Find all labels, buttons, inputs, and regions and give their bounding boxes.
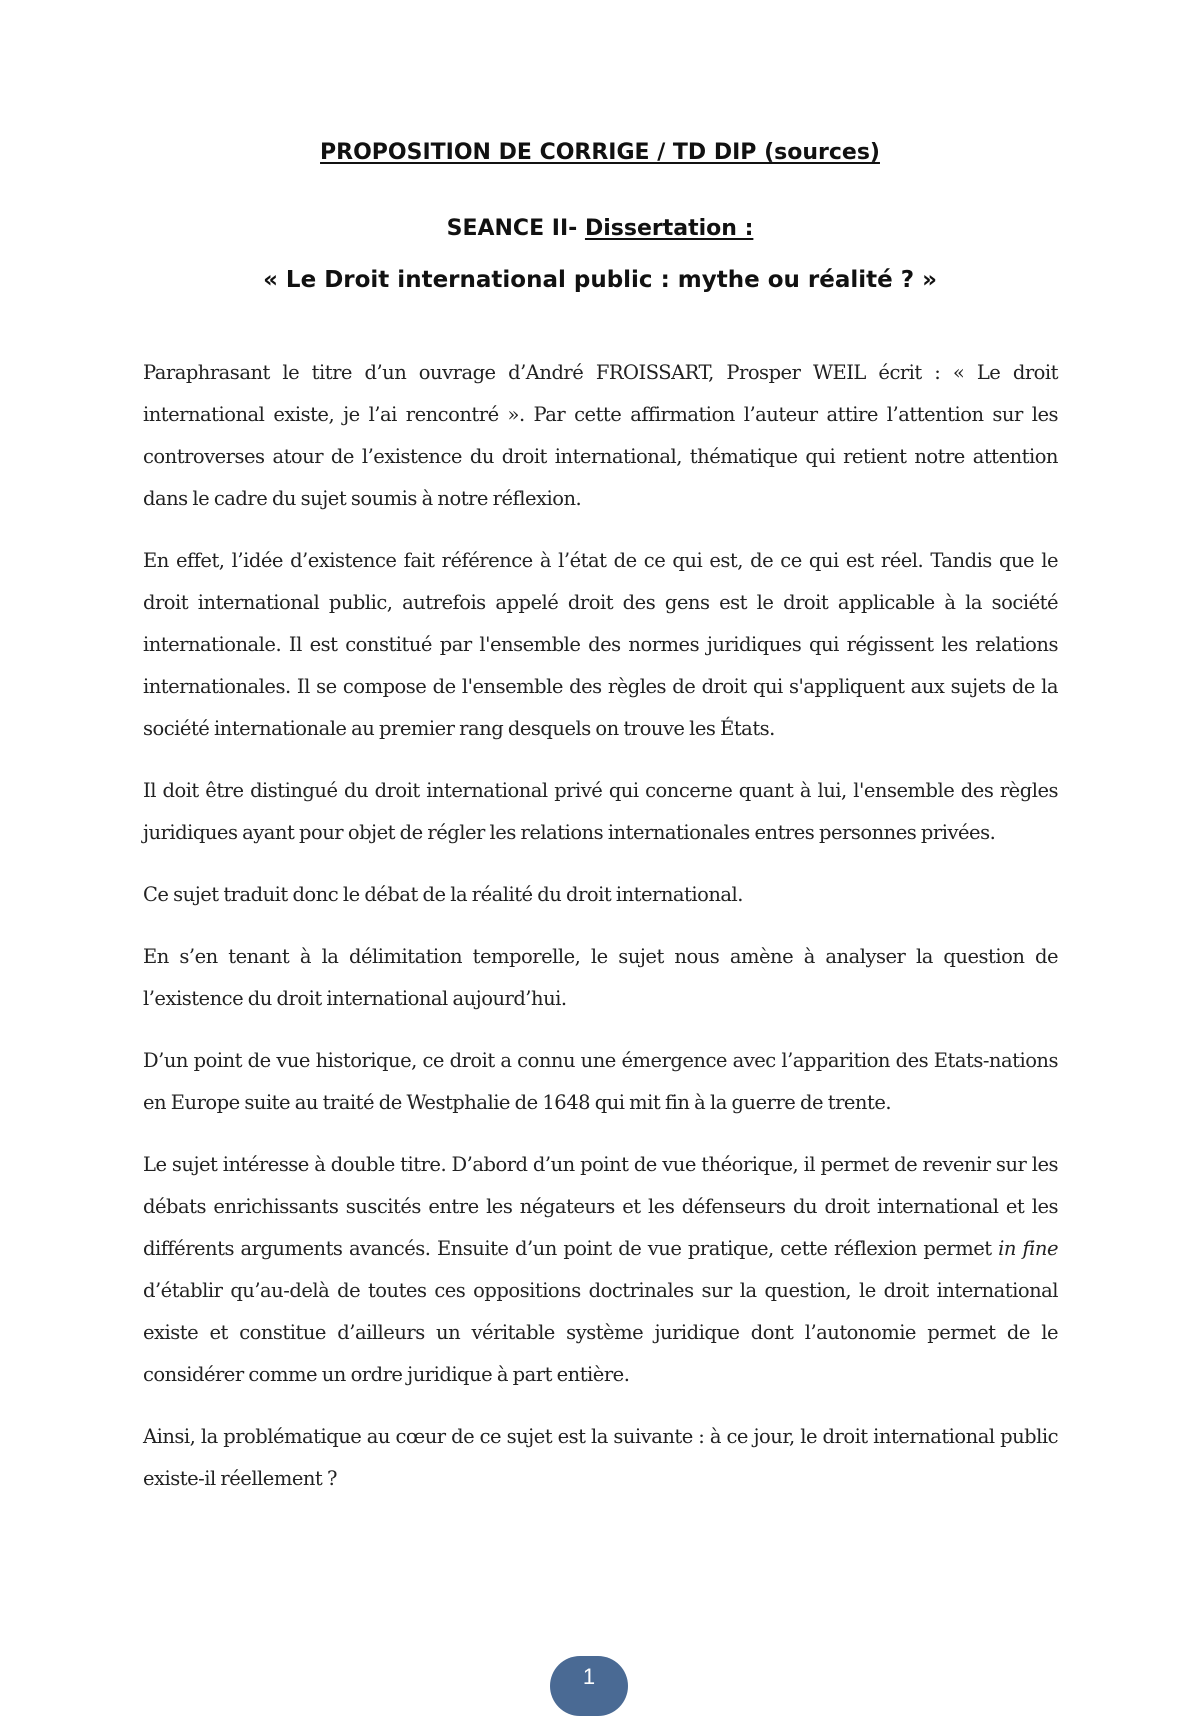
- session-label: Dissertation :: [584, 216, 754, 241]
- dissertation-subject: « Le Droit international public : mythe ou réalité ? »: [263, 267, 937, 293]
- paragraph-temporal: En s’en tenant à la délimitation temporelle, le sujet nous amène à analyser la question de l’existence du droit international aujourd’hui.: [143, 945, 1058, 1010]
- interest-text-end: d’établir qu’au-delà de toutes ces oppositions doctrinales sur la question, le droit international existe et constitue d’ailleurs un véritable système juridique dont l’autonomie permet de le considérer comme un ordre juridique à part entière.: [143, 1279, 1058, 1386]
- paragraph-definition: En effet, l’idée d’existence fait référence à l’état de ce qui est, de ce qui est réel. Tandis que le droit international public, autrefois appelé droit des gens est le droit applicable à la société internationale. Il est constitué par l'ensemble des normes juridiques qui régissent les relations internationales. Il se compose de l'ensemble des règles de droit qui s'appliquent aux sujets de la société internationale au premier rang desquels on trouve les États.: [143, 549, 1058, 740]
- paragraph-history: D’un point de vue historique, ce droit a connu une émergence avec l’apparition des Etats-nations en Europe suite au traité de Westphalie de 1648 qui mit fin à la guerre de trente.: [143, 1049, 1058, 1114]
- paragraph-interest: [143, 1144, 1058, 1396]
- interest-text-start: Le sujet intéresse à double titre. D’abord d’un point de vue théorique, il permet de revenir sur les débats enrichissants suscités entre les négateurs et les défenseurs du droit international et les différents arguments avancés. Ensuite d’un point de vue pratique, cette réflexion permet: [143, 1153, 1058, 1260]
- document-title: [0, 140, 1200, 165]
- paragraph-distinction: Il doit être distingué du droit international privé qui concerne quant à lui, l'ensemble des règles juridiques ayant pour objet de régler les relations internationales entres personnes privées.: [143, 779, 1058, 844]
- interest-italic: in fine: [998, 1237, 1059, 1260]
- document-body: [143, 352, 1058, 1500]
- paragraph-problematic: Ainsi, la problématique au cœur de ce sujet est la suivante : à ce jour, le droit international public existe-il réellement ?: [143, 1425, 1058, 1490]
- session-prefix: SEANCE II-: [446, 216, 578, 241]
- page-number-badge: 1: [550, 1656, 628, 1716]
- paragraph-debate: Ce sujet traduit donc le débat de la réalité du droit international.: [143, 883, 743, 906]
- paragraph-intro: Paraphrasant le titre d’un ouvrage d’André FROISSART, Prosper WEIL écrit : « Le droit international existe, je l’ai rencontré ». Par cette affirmation l’auteur attire l’attention sur les controverses atour de l’existence du droit international, thématique qui retient notre attention dans le cadre du sujet soumis à notre réflexion.: [143, 361, 1058, 510]
- document-title-text: PROPOSITION DE CORRIGE / TD DIP (sources): [320, 140, 880, 165]
- session-heading: [0, 216, 1200, 241]
